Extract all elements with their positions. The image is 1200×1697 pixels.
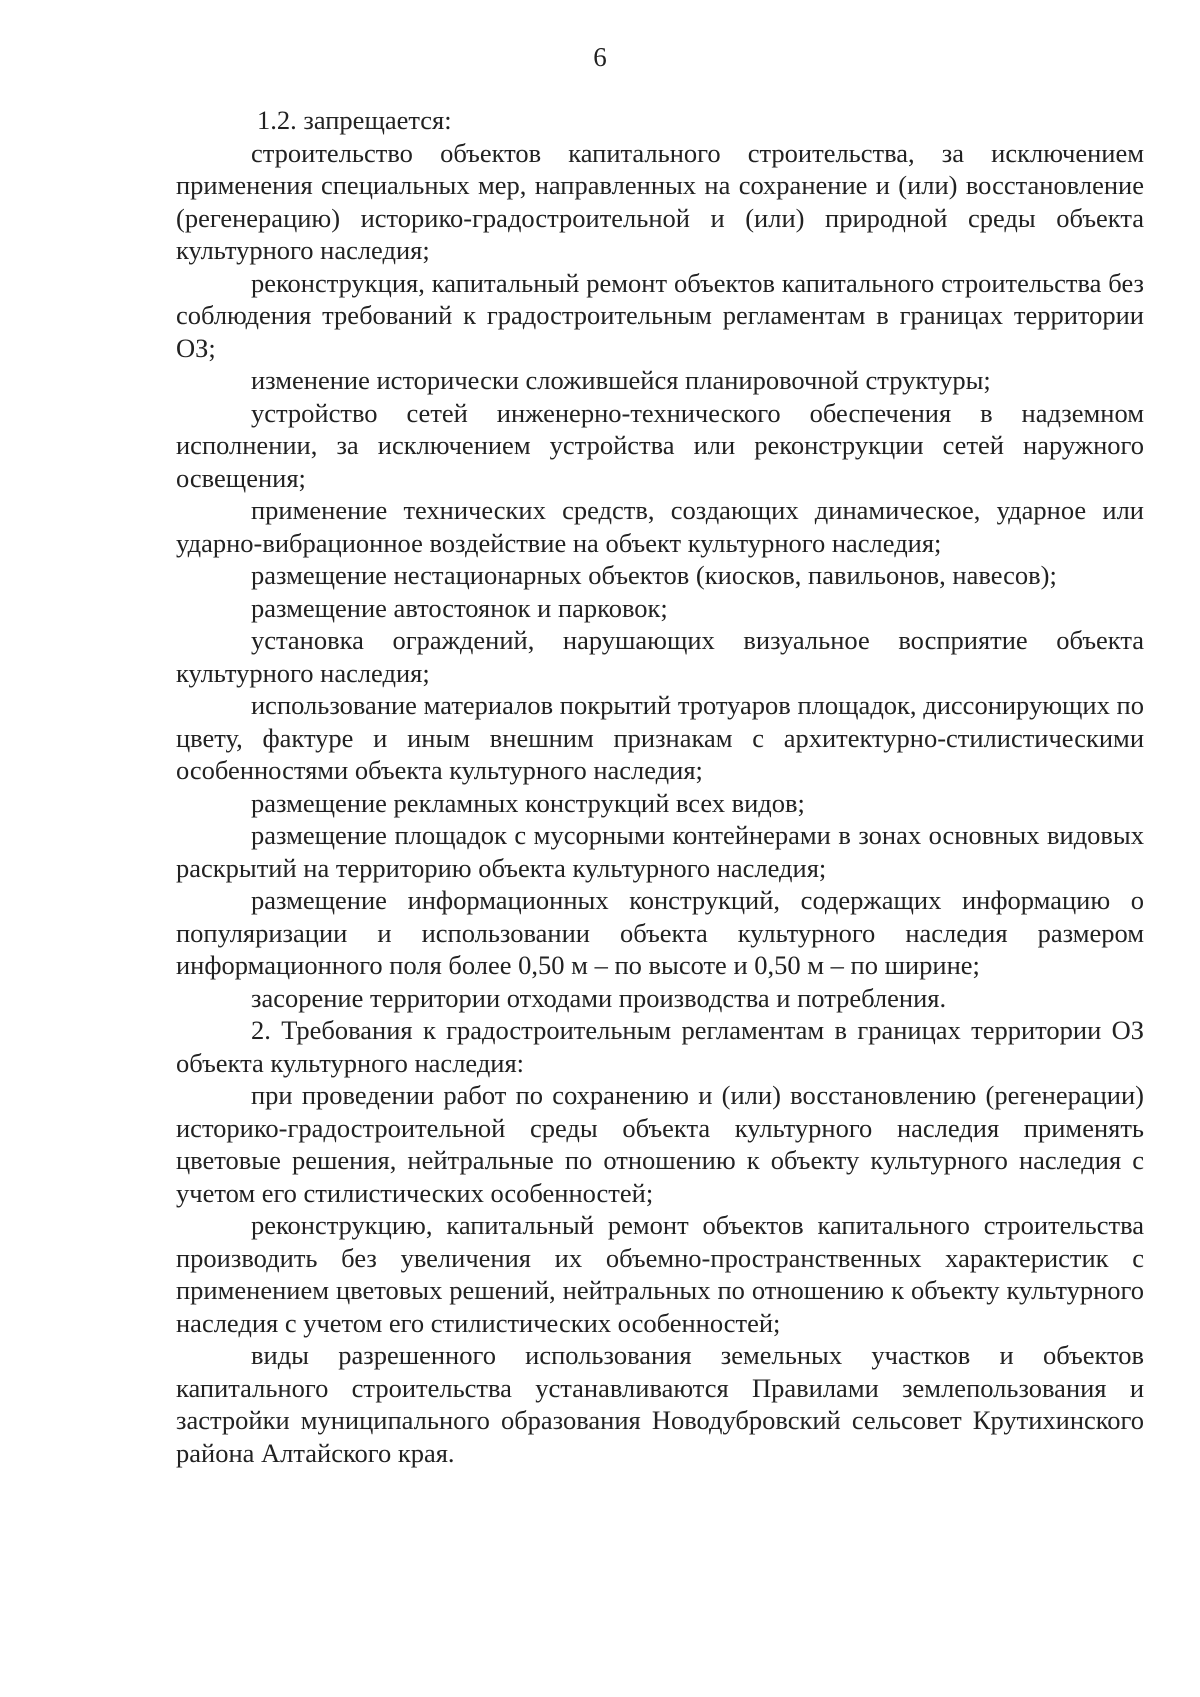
paragraph-advertising: размещение рекламных конструкций всех видов; — [251, 787, 805, 818]
page-number: 6 — [593, 42, 607, 72]
paragraph-section-2-heading: 2. Требования к градостроительным регламентам в границах территории ОЗ объекта культурного наследия: — [176, 1015, 1144, 1078]
paragraph-littering: засорение территории отходами производства и потребления. — [251, 982, 947, 1013]
paragraph-color-solutions: при проведении работ по сохранению и (или) восстановлению (регенерации) историко-градостроительной среды объекта культурного наследия применять цветовые решения, нейтральные по отношению к объекту культурного наследия с учетом его стилистических особенностей; — [176, 1080, 1144, 1208]
paragraph-planning-structure: изменение исторически сложившейся планировочной структуры; — [251, 365, 991, 395]
document-body — [176, 104, 1144, 1469]
paragraph-permitted-use: виды разрешенного использования земельных участков и объектов капитального строительства устанавливаются Правилами землепользования и застройки муниципального образования Новодубровский сельсовет Крутихинского района Алтайского края. — [176, 1340, 1144, 1468]
paragraph-non-stationary-objects: размещение нестационарных объектов (киосков, павильонов, навесов); — [251, 560, 1057, 590]
paragraph-1-2-heading: 1.2. запрещается: — [257, 105, 452, 135]
paragraph-reconstruction-requirements: реконструкцию, капитальный ремонт объектов капитального строительства производить без увеличения их объемно-пространственных характеристик с применением цветовых решений, нейтральных по отношению к объекту культурного наследия с учетом его стилистических особенностей; — [176, 1210, 1144, 1338]
paragraph-technical-means: применение технических средств, создающих динамическое, ударное или ударно-вибрационное воздействие на объект культурного наследия; — [176, 495, 1144, 558]
paragraph-reconstruction-ban: реконструкция, капитальный ремонт объектов капитального строительства без соблюдения требований к градостроительным регламентам в границах территории ОЗ; — [176, 267, 1144, 363]
paragraph-construction-ban: строительство объектов капитального строительства, за исключением применения специальных мер, направленных на сохранение и (или) восстановление (регенерацию) историко-градостроительной и (или) природной среды объекта культурного наследия; — [176, 137, 1144, 265]
paragraph-parking: размещение автостоянок и парковок; — [251, 592, 668, 623]
paragraph-pavement-materials: использование материалов покрытий тротуаров площадок, диссонирующих по цвету, фактуре и иным внешним признакам с архитектурно-стилистическими особенностями объекта культурного наследия; — [176, 690, 1144, 785]
paragraph-fences: установка ограждений, нарушающих визуальное восприятие объекта культурного наследия; — [176, 625, 1144, 688]
paragraph-engineering-networks: устройство сетей инженерно-технического обеспечения в надземном исполнении, за исключением устройства или реконструкции сетей наружного освещения; — [176, 397, 1144, 493]
paragraph-information-structures: размещение информационных конструкций, содержащих информацию о популяризации и использовании объекта культурного наследия размером информационного поля более 0,50 м – по высоте и 0,50 м – по ширине; — [176, 885, 1144, 980]
paragraph-waste-containers: размещение площадок с мусорными контейнерами в зонах основных видовых раскрытий на территорию объекта культурного наследия; — [176, 820, 1144, 883]
